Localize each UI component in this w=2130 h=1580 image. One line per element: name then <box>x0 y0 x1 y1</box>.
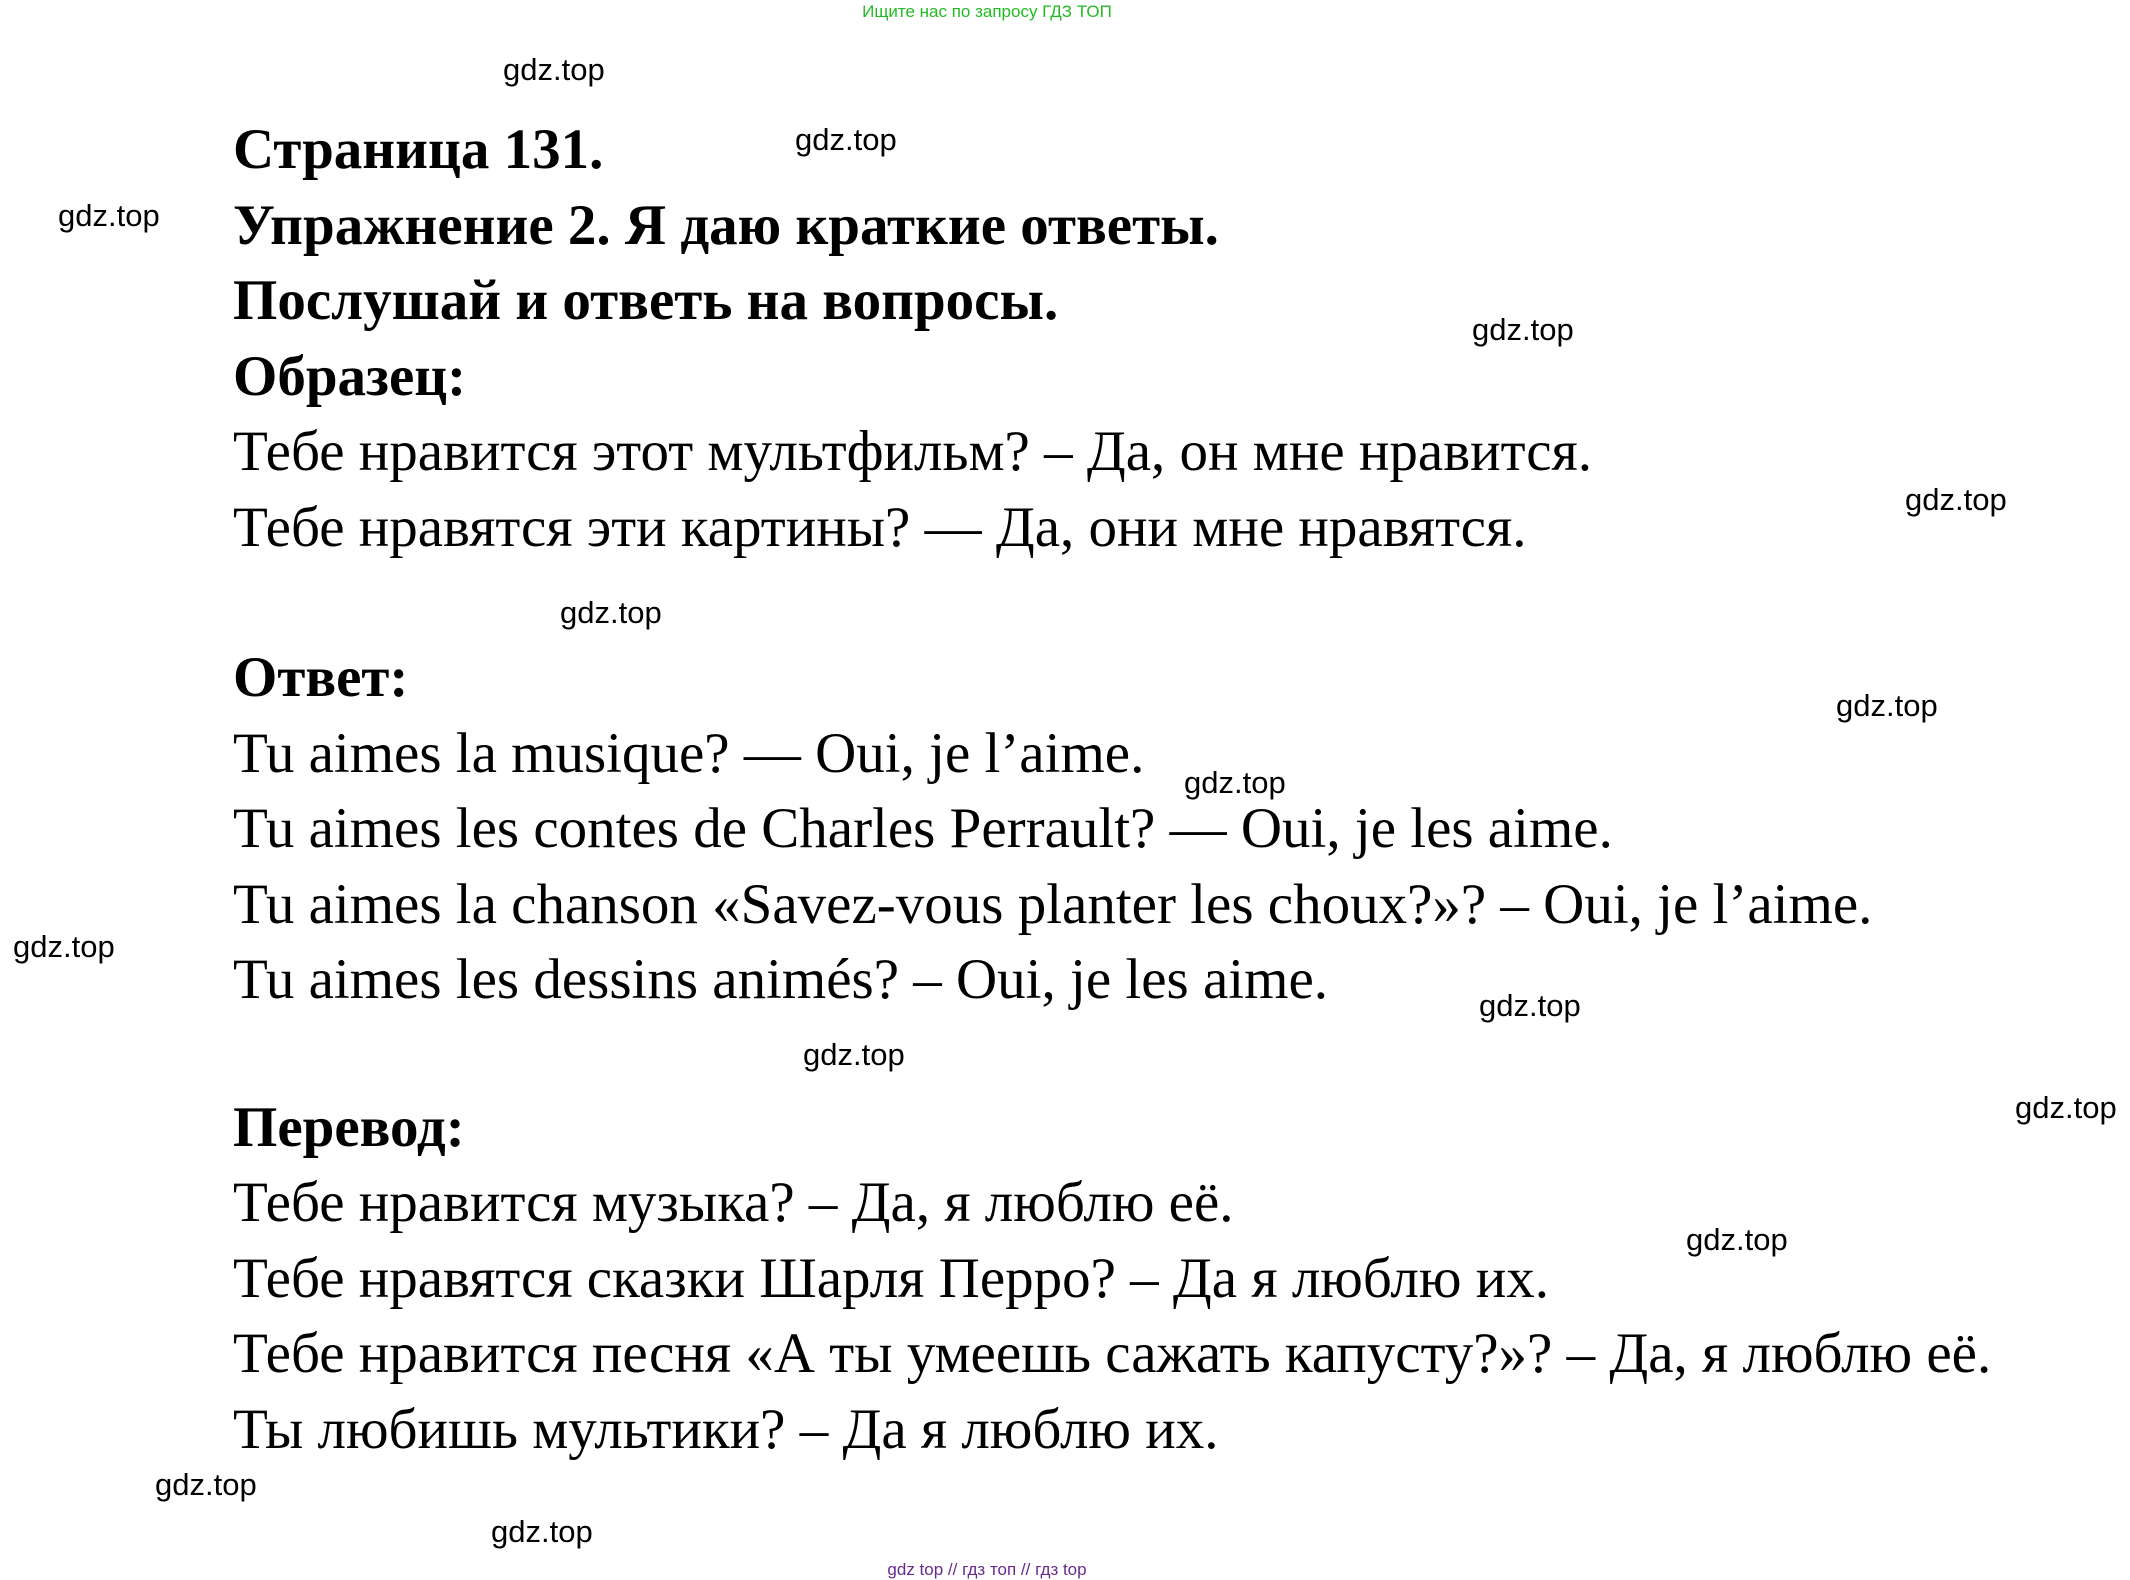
sample-line: Тебе нравится этот мультфильм? – Да, он мне нравится. <box>233 420 1593 483</box>
watermark: gdz.top <box>58 198 160 233</box>
exercise-content <box>233 112 2113 1467</box>
watermark: gdz.top <box>503 52 605 87</box>
watermark: gdz.top <box>491 1514 593 1549</box>
answer-line: Tu aimes les contes de Charles Perrault? — Oui, je les aime. <box>233 797 1613 860</box>
watermark: gdz.top <box>795 122 897 157</box>
sample-line: Тебе нравятся эти картины? — Да, они мне нравятся. <box>233 495 1527 559</box>
answer-line: Tu aimes la musique? — Oui, je l’aime. <box>233 721 1145 785</box>
exercise-instruction: Послушай и ответь на вопросы. <box>233 269 1059 332</box>
watermark: gdz.top <box>560 595 662 630</box>
translation-line: Тебе нравятся сказки Шарля Перро? – Да я люблю их. <box>233 1246 1549 1310</box>
watermark: gdz.top <box>1184 765 1286 800</box>
translation-line: Ты любишь мультики? – Да я люблю их. <box>233 1397 1219 1461</box>
answer-line: Tu aimes les dessins animés? – Oui, je les aime. <box>233 948 1328 1011</box>
search-banner: Ищите нас по запросу ГДЗ ТОП <box>862 2 1112 21</box>
watermark: gdz.top <box>1472 312 1574 347</box>
spacer <box>233 565 2113 640</box>
watermark: gdz.top <box>803 1037 905 1072</box>
watermark: gdz.top <box>1836 688 1938 723</box>
sample-label: Образец: <box>233 344 467 408</box>
translation-line: Тебе нравится музыка? – Да, я люблю её. <box>233 1171 1234 1234</box>
translation-label: Перевод: <box>233 1095 465 1159</box>
exercise-title: Упражнение 2. Я даю краткие ответы. <box>233 193 1219 257</box>
translation-line: Тебе нравится песня «А ты умеешь сажать капусту?»? – Да, я люблю её. <box>233 1322 1992 1385</box>
watermark: gdz.top <box>13 929 115 964</box>
page-title: Страница 131. <box>233 118 604 181</box>
watermark: gdz.top <box>155 1467 257 1502</box>
watermark: gdz.top <box>2015 1090 2117 1125</box>
watermark: gdz.top <box>1686 1222 1788 1257</box>
watermark: gdz.top <box>1905 482 2007 517</box>
answer-line: Tu aimes la chanson «Savez-vous planter les choux?»? – Oui, je l’aime. <box>233 872 1873 936</box>
spacer <box>233 1018 2113 1090</box>
answer-label: Ответ: <box>233 646 409 709</box>
footer-watermark: gdz top // гдз топ // гдз top <box>887 1560 1087 1579</box>
watermark: gdz.top <box>1479 988 1581 1023</box>
